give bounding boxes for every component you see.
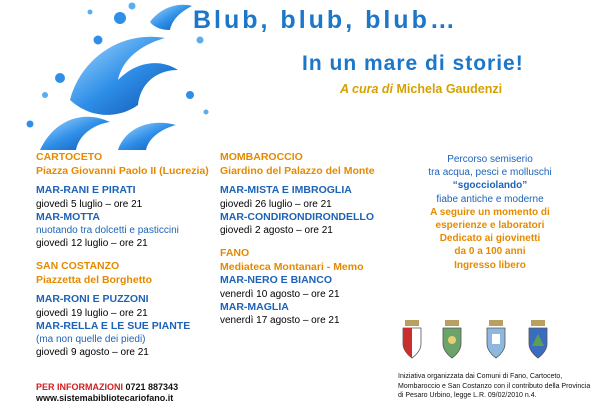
title-line-2: In un mare di storie! xyxy=(302,52,524,75)
event-place: SAN COSTANZO xyxy=(36,260,120,272)
show-title: MAR-MAGLIA xyxy=(220,300,289,313)
show-title: MAR-RANI E PIRATI xyxy=(36,184,136,196)
show-note: (ma non quelle dei piedi) xyxy=(36,334,146,345)
info-line: da 0 a 100 anni xyxy=(454,246,526,258)
event-description xyxy=(400,153,580,272)
crest-icon xyxy=(484,320,508,360)
event-venue: Piazza Giovanni Paolo II (Lucrezia) xyxy=(36,164,209,177)
info-line: “sgocciolando” xyxy=(452,180,528,192)
contact-label: PER INFORMAZIONI xyxy=(36,382,123,392)
show-title: MAR-NERO E BIANCO xyxy=(220,274,332,286)
info-line: A seguire un momento di xyxy=(430,206,550,218)
event-place: CARTOCETO xyxy=(36,151,103,163)
show-date: giovedì 19 luglio – ore 21 xyxy=(36,307,148,319)
curated-by xyxy=(340,82,592,96)
show-date: giovedì 2 agosto – ore 21 xyxy=(220,225,333,236)
organizers-note: Iniziativa organizzata dai Comuni di Fano, Cartoceto, Mombaroccio e San Costanzo con il contributo della Provincia di Pesaro Urbino, legge L.R. 09/02/2010 n.4. xyxy=(398,373,591,399)
info-line: Percorso semiserio xyxy=(447,154,533,165)
show-date: giovedì 26 luglio – ore 21 xyxy=(220,198,332,210)
event-place: MOMBAROCCIO xyxy=(220,151,303,163)
show-title: MAR-MOTTA xyxy=(36,210,100,223)
crest-icon xyxy=(440,320,464,360)
schedule-column-2 xyxy=(220,151,395,327)
show-date: venerdì 17 agosto – ore 21 xyxy=(220,315,340,326)
show-date: giovedì 12 luglio – ore 21 xyxy=(36,238,148,249)
info-line: Ingresso libero xyxy=(454,259,526,271)
curated-prefix: A cura di xyxy=(340,82,394,96)
schedule-column-1 xyxy=(36,151,216,359)
title-line-1: Blub, blub, blub… xyxy=(193,6,458,34)
curator-name: Michela Gaudenzi xyxy=(396,82,503,96)
event-venue: Mediateca Montanari - Memo xyxy=(220,260,364,273)
show-note: nuotando tra dolcetti e pasticcini xyxy=(36,225,179,236)
show-title: MAR-MISTA E IMBROGLIA xyxy=(220,184,352,196)
show-title: MAR-RONI E PUZZONI xyxy=(36,293,149,305)
crest-icon xyxy=(526,320,550,360)
municipal-crests xyxy=(396,320,566,368)
info-line: esperienze e laboratori xyxy=(435,220,545,232)
info-line: Dedicato ai giovinetti xyxy=(439,233,541,245)
show-title: MAR-RELLA E LE SUE PIANTE xyxy=(36,319,191,332)
event-venue: Giardino del Palazzo del Monte xyxy=(220,164,375,177)
contact-phone: 0721 887343 xyxy=(125,382,179,392)
show-date: giovedì 5 luglio – ore 21 xyxy=(36,198,143,210)
info-line: tra acqua, pesci e molluschi xyxy=(428,167,552,179)
show-title: MAR-CONDIRONDIRONDELLO xyxy=(220,210,374,223)
contact-info xyxy=(36,382,236,404)
info-line: fiabe antiche e moderne xyxy=(436,193,544,205)
show-date: venerdì 10 agosto – ore 21 xyxy=(220,288,340,300)
crest-icon xyxy=(400,320,424,360)
event-place: FANO xyxy=(220,247,250,259)
event-venue: Piazzetta del Borghetto xyxy=(36,273,153,286)
show-date: giovedì 9 agosto – ore 21 xyxy=(36,347,149,358)
contact-website[interactable]: www.sistemabibliotecariofano.it xyxy=(36,393,174,403)
